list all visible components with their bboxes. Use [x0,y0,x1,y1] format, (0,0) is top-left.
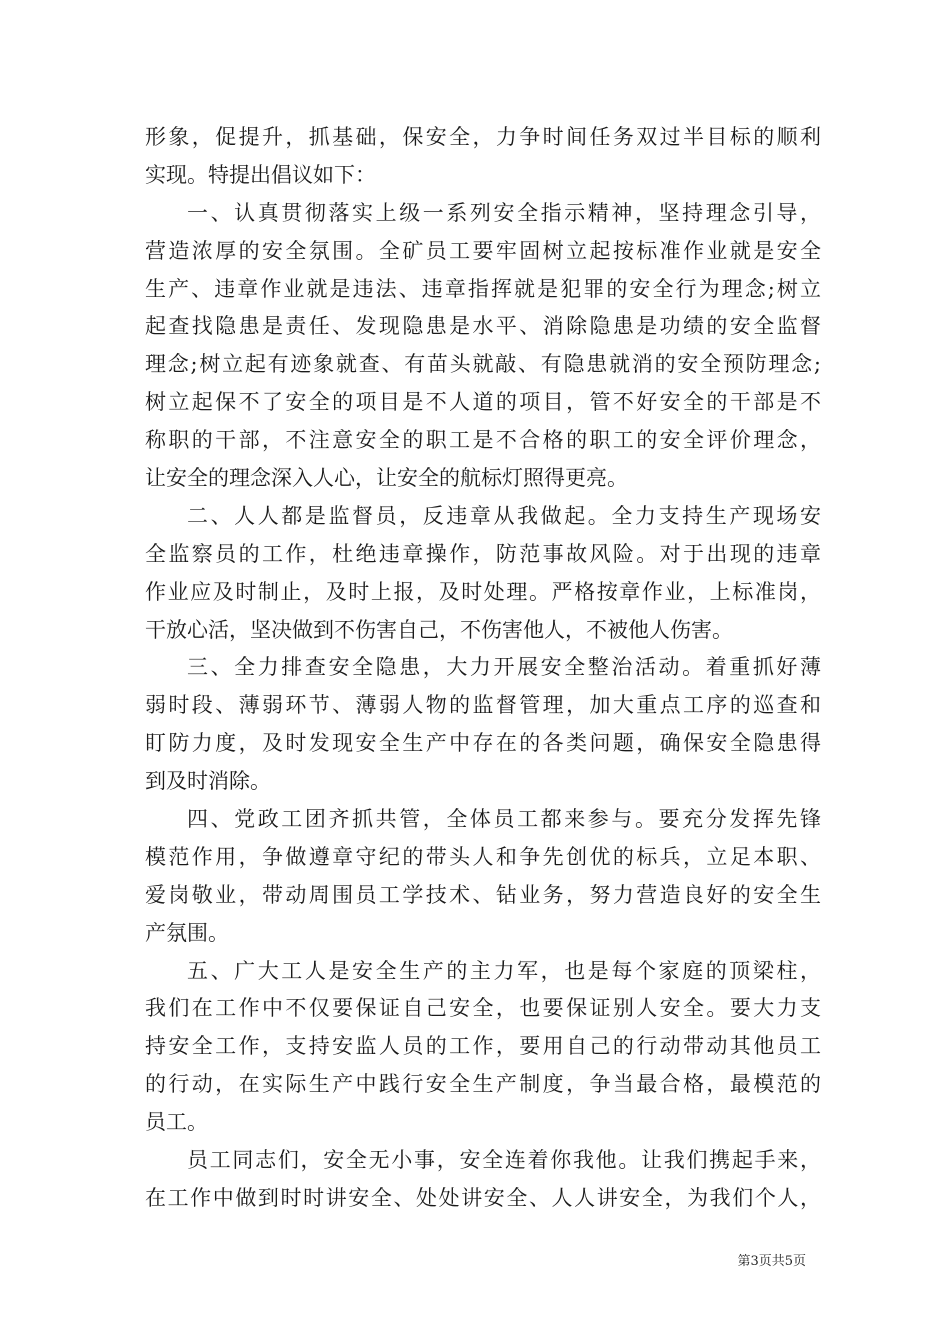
text-line: 起查找隐患是责任、发现隐患是水平、消除隐患是功绩的安全监督 [145,314,821,339]
text-line: 全监察员的工作，杜绝违章操作，防范事故风险。对于出现的违章 [145,541,821,566]
text-line: 干放心活，坚决做到不伤害自己，不伤害他人，不被他人伤害。 [145,617,733,642]
text-line: 模范作用，争做遵章守纪的带头人和争先创优的标兵，立足本职、 [145,844,821,869]
text-line: 树立起保不了安全的项目是不人道的项目，管不好安全的干部是不 [145,390,821,415]
text-line: 形象，促提升，抓基础，保安全，力争时间任务双过半目标的顺利 [145,125,821,149]
page-number: 第3页共5页 [737,1254,806,1269]
text-line: 产氛围。 [145,920,229,945]
text-line: 爱岗敬业，带动周围员工学技术、钻业务，努力营造良好的安全生 [145,882,821,907]
text-line: 称职的干部，不注意安全的职工是不合格的职工的安全评价理念， [145,428,821,453]
text-line: 作业应及时制止，及时上报，及时处理。严格按章作业，上标准岗， [145,579,821,604]
text-line: 持安全工作，支持安监人员的工作，要用自己的行动带动其他员工 [145,1034,821,1059]
text-line: 一、认真贯彻落实上级一系列安全指示精神，坚持理念引导， [187,200,821,225]
document-body [145,119,821,1218]
text-line: 理念;树立起有迹象就查、有苗头就敲、有隐患就消的安全预防理念; [145,352,821,377]
text-line: 到及时消除。 [145,769,271,794]
text-line: 三、全力排查安全隐患，大力开展安全整治活动。着重抓好薄 [187,655,821,680]
text-line: 我们在工作中不仅要保证自己安全，也要保证别人安全。要大力支 [145,996,821,1021]
text-line: 二、人人都是监督员，反违章从我做起。全力支持生产现场安 [187,503,821,528]
text-line: 的行动，在实际生产中践行安全生产制度，争当最合格，最模范的 [145,1072,821,1097]
text-line: 五、广大工人是安全生产的主力军，也是每个家庭的顶梁柱， [187,958,821,983]
text-line: 营造浓厚的安全氛围。全矿员工要牢固树立起按标准作业就是安全 [145,238,821,263]
text-line: 员工。 [145,1110,208,1135]
text-line: 让安全的理念深入人心，让安全的航标灯照得更亮。 [145,466,628,491]
text-line: 弱时段、薄弱环节、薄弱人物的监督管理，加大重点工序的巡查和 [145,693,821,718]
text-line: 四、党政工团齐抓共管，全体员工都来参与。要充分发挥先锋 [187,807,821,832]
text-line: 在工作中做到时时讲安全、处处讲安全、人人讲安全，为我们个人， [145,1185,821,1210]
text-line: 生产、违章作业就是违法、违章指挥就是犯罪的安全行为理念;树立 [145,276,821,301]
text-line: 员工同志们，安全无小事，安全连着你我他。让我们携起手来， [187,1148,821,1173]
text-line: 盯防力度，及时发现安全生产中存在的各类问题，确保安全隐患得 [145,731,821,756]
text-line: 实现。特提出倡议如下： [145,162,376,187]
